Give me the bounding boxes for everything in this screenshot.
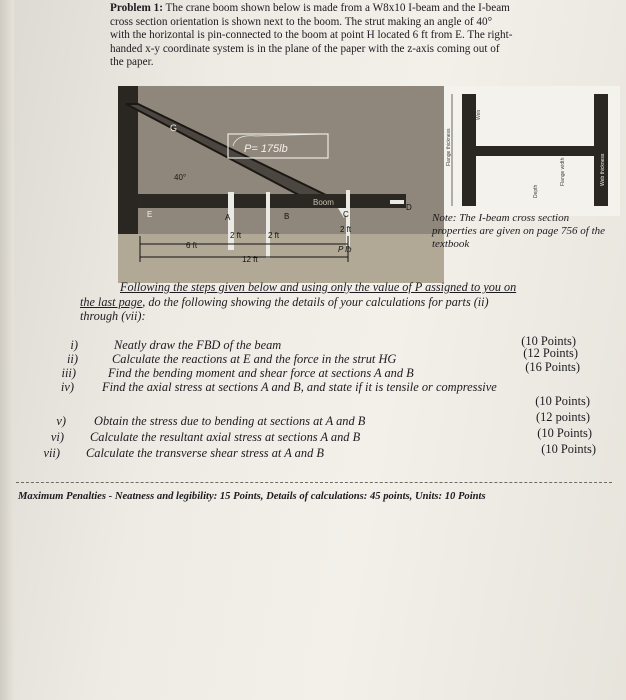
task-points: (10 Points) (537, 426, 592, 440)
task-points: (12 Points) (523, 346, 578, 360)
label-g: G (170, 123, 178, 133)
label-a: A (225, 213, 231, 222)
task-text: Neatly draw the FBD of the beam (114, 338, 282, 352)
label-angle: 40° (174, 173, 187, 182)
task-points: (10 Points) (535, 394, 590, 408)
page-edge (0, 0, 14, 700)
label-d: D (406, 203, 412, 212)
flange-right (594, 94, 608, 206)
dim-2ft-c: 2 ft (340, 225, 352, 234)
task-points: (12 points) (535, 410, 590, 424)
label-flange-width: Flange width (560, 157, 566, 186)
problem-line-5: the paper. (110, 56, 154, 68)
task-number: iv) (60, 380, 74, 394)
label-boom: Boom (313, 198, 334, 207)
task-points: (10 Points) (521, 334, 576, 348)
task-points: (16 Points) (525, 360, 580, 374)
cross-section-note: Note: The I-beam cross section properties are given on page 756 of the textbook (432, 212, 606, 250)
dim-2ft-b: 2 ft (268, 231, 280, 240)
problem-label: Problem 1: (110, 2, 163, 14)
problem-line-1: The crane boom shown below is made from a W8x10 I-beam and the I-beam (165, 2, 510, 14)
instructions (80, 280, 600, 324)
label-web-thickness: Web thickness (600, 153, 606, 186)
label-web: Web (476, 109, 482, 120)
label-e: E (147, 210, 153, 219)
task-points: (10 Points) (541, 442, 596, 456)
load-note: P= 175lb (244, 143, 288, 155)
task-number: vii) (43, 446, 60, 460)
label-p: P lb (338, 245, 352, 254)
instructions-line-2: , do the following showing the details of your calculations for parts (ii) (142, 294, 489, 309)
task-text: Obtain the stress due to bending at sections at A and B (94, 414, 366, 428)
label-flange-thickness: Flange thickness (446, 128, 452, 166)
problem-line-4: handed x-y coordinate system is in the plane of the paper with the z-axis coming out of (110, 42, 500, 55)
task-number: ii) (66, 352, 78, 366)
penalties-footer: Maximum Penalties - Neatness and legibility: 15 Points, Details of calculations: 45 points, Units: 10 Points (18, 491, 486, 502)
divider (16, 482, 612, 483)
task-text: Calculate the transverse shear stress at A and B (86, 446, 324, 460)
problem-line-2: cross section orientation is shown next to the boom. The strut making an angle of 40° (110, 15, 493, 28)
boom-beam (138, 194, 406, 208)
problem-line-3: with the horizontal is pin-connected to the boom at point H located 6 ft from E. The right- (110, 29, 513, 41)
instructions-line-1: Following the steps given below and using only the value of P assigned to you on (120, 280, 517, 294)
last-page-link: the last page (80, 294, 143, 309)
task-text: Find the bending moment and shear force at sections A and B (108, 366, 414, 380)
task-number: vi) (50, 430, 64, 444)
task-number: iii) (61, 366, 76, 380)
instructions-line-3: through (vii): (80, 309, 146, 323)
web (476, 146, 594, 156)
task-number: v) (56, 414, 66, 428)
label-b: B (284, 212, 290, 221)
problem-statement (110, 2, 580, 70)
ibeam-cross-section (444, 86, 620, 216)
label-depth: Depth (533, 184, 539, 198)
dim-12ft: 12 ft (242, 255, 258, 264)
label-c: C (343, 210, 349, 219)
crane-boom-figure (118, 86, 444, 283)
flange-left (462, 94, 476, 206)
task-text: Calculate the reactions at E and the force in the strut HG (112, 352, 397, 366)
dim-2ft-a: 2 ft (230, 231, 242, 240)
task-number: i) (70, 338, 78, 352)
dim-6ft: 6 ft (186, 241, 198, 250)
task-text: Find the axial stress at sections A and B, and state if it is tensile or compressive (102, 380, 497, 394)
task-text: Calculate the resultant axial stress at sections A and B (90, 430, 361, 444)
